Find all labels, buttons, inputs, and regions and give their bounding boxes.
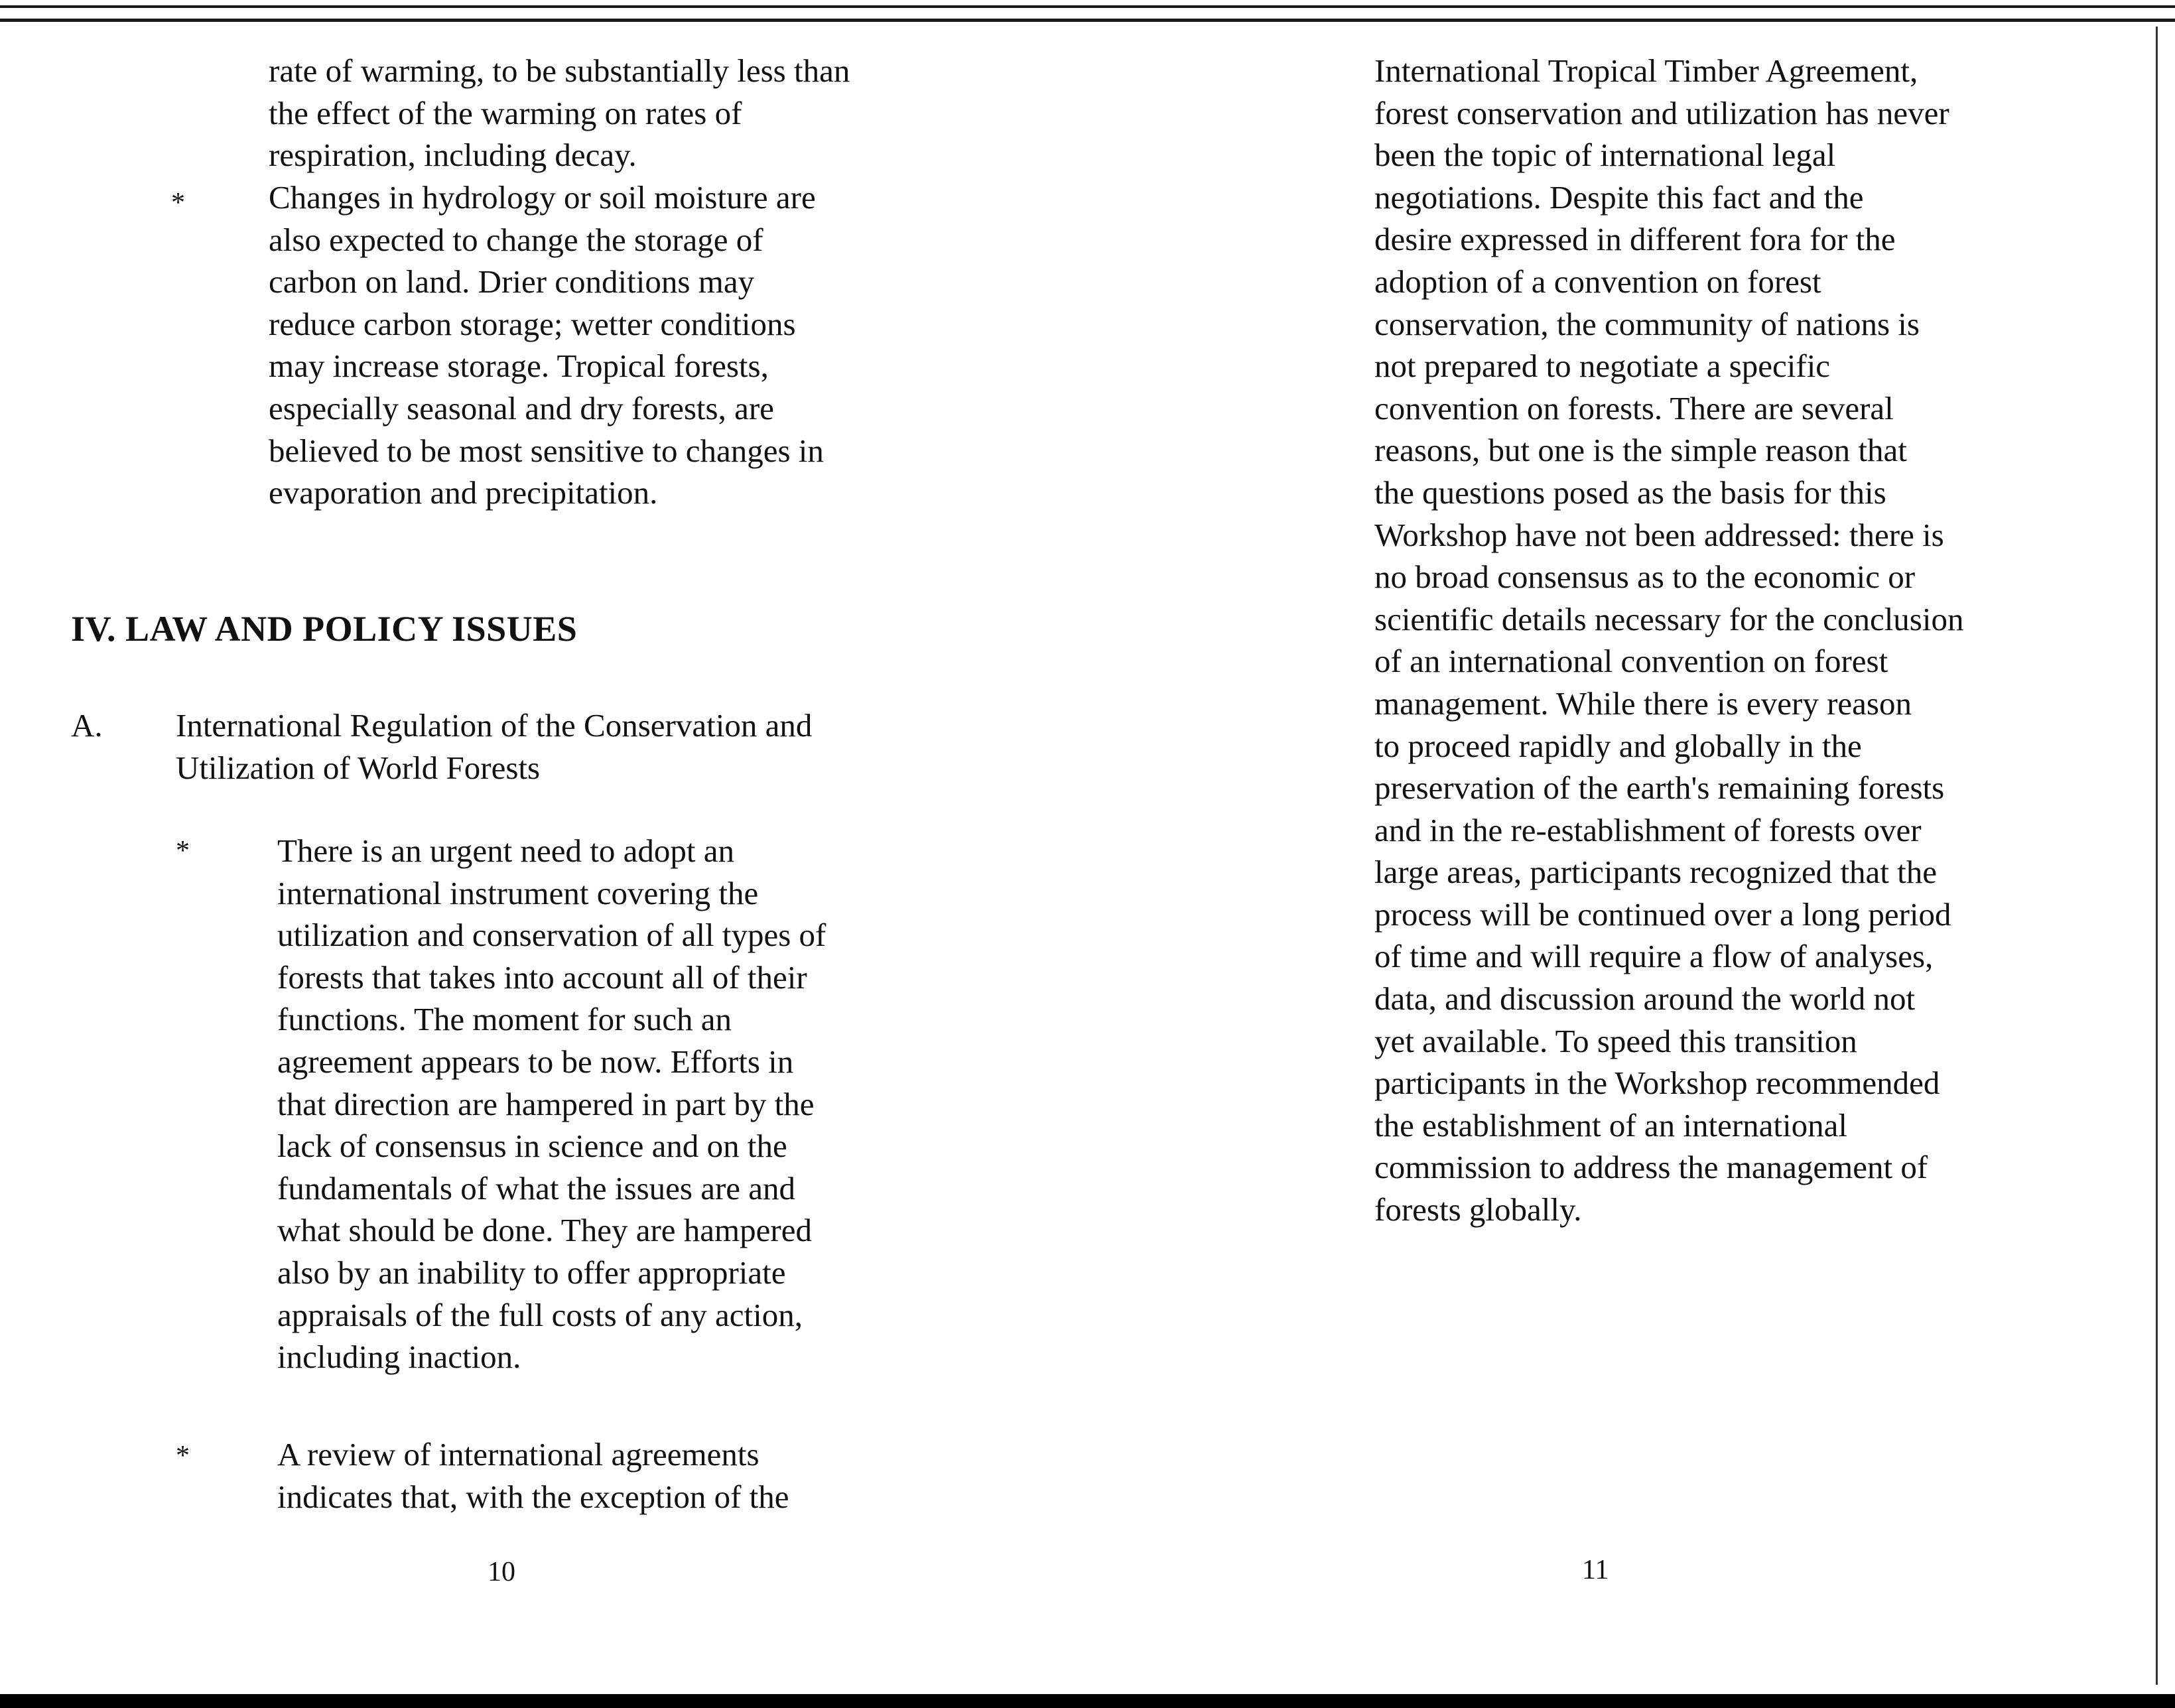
subsection-letter: A.: [71, 707, 103, 744]
bullet-marker: *: [171, 188, 185, 218]
bullet-paragraph-urgent-need: There is an urgent need to adopt an international instrument covering the utilization and conservation of all types of forests that takes into account all of their functions. The moment for such an agreement appears to be now. Efforts in that direction are hampered in part by the lack of consensus in science and on the fundamentals of what the issues are and what should be done. They are hampered also by an inability to offer appropriate appraisals of the full costs of any action, including inaction.: [277, 832, 826, 1376]
left-page: [0, 0, 1088, 1694]
page-number: 10: [488, 1557, 515, 1587]
body-paragraph: International Tropical Timber Agreement, forest conservation and utilization has never been the topic of international legal negotiations. Despite this fact and the desire expressed in different fora for the adoption of a convention on forest conservation, the community of nations is not prepared to negotiate a specific convention on forests. There are several reasons, but one is the simple reason that the questions posed as the basis for this Workshop have not been addressed: there is no broad consensus as to the economic or scientific details necessary for the conclusion of an international convention on forest management. While there is every reason to proceed rapidly and globally in the preservation of the earth's remaining forests and in the re-establishment of forests over large areas, participants recognized that the process will be continued over a long period of time and will require a flow of analyses, data, and discussion around the world not yet available. To speed this transition participants in the Workshop recommended the establishment of an international commission to address the management of forests globally.: [1374, 52, 1964, 1228]
section-heading: IV. LAW AND POLICY ISSUES: [71, 609, 578, 649]
bullet-marker: *: [176, 836, 190, 866]
right-page: [1088, 0, 2156, 1694]
bullet-paragraph-review: A review of international agreements indicates that, with the exception of the: [277, 1436, 789, 1515]
subsection-title: International Regulation of the Conservation and Utilization of World Forests: [176, 707, 813, 786]
bullet-paragraph-hydrology: Changes in hydrology or soil moisture are also expected to change the storage of carbon on land. Drier conditions may reduce carbon storage; wetter conditions may increase storage. Tropical forests, especially seasonal and dry forests, are believed to be most sensitive to changes in evaporation and precipitation.: [269, 179, 824, 511]
right-border-line: [2156, 27, 2158, 1685]
bottom-border-line: [0, 1694, 2175, 1708]
continuation-paragraph: rate of warming, to be substantially less than the effect of the warming on rates of respiration, including decay.: [269, 52, 850, 174]
page-number: 11: [1582, 1555, 1609, 1585]
bullet-marker: *: [176, 1441, 190, 1471]
